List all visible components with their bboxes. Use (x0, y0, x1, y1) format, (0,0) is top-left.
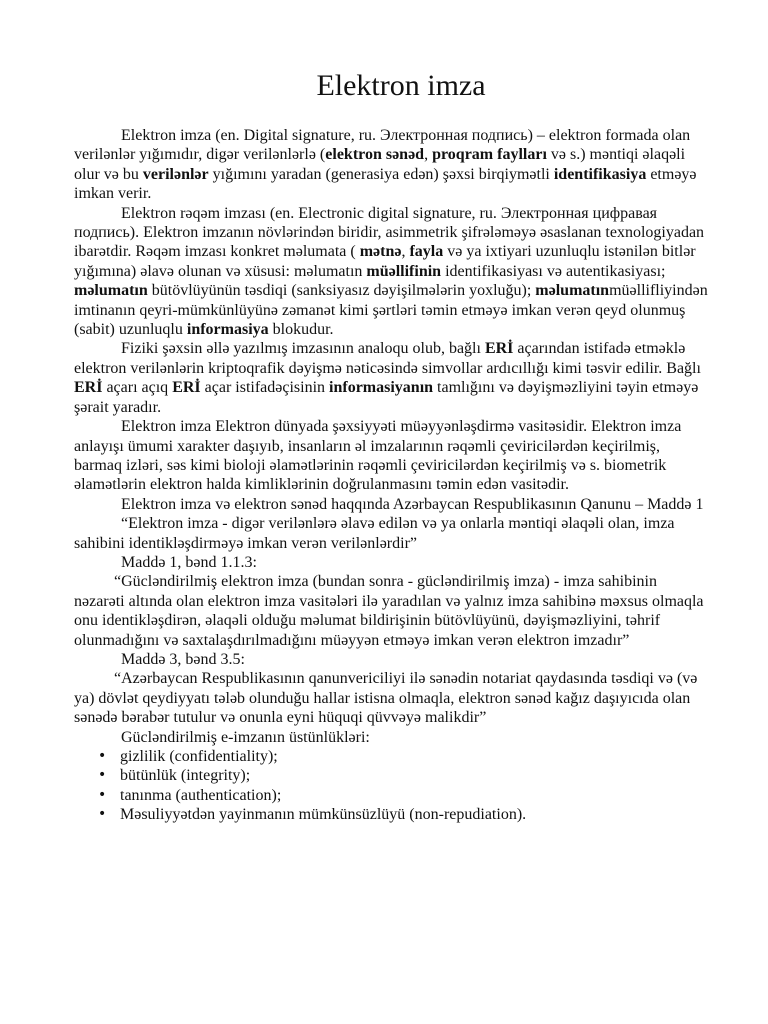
paragraph-law-reference: Elektron imza və elektron sənəd haqqında Azərbaycan Respublikasının Qanunu – Maddə 1 (121, 495, 704, 513)
paragraph-identity-tool: Elektron imza Elektron dünyada şəxsiyyəti müəyyənləşdirmə vasitəsidir. Elektron imza anlayışı ümumi xarakter daşıyıb, insanların əl imzalarının rəqəmli çeviricilərdən keçirilmiş, barmaq izləri, səs kimi bioloji əlamətlərinin rəqəmli çeviricilərdən keçirilmiş və s. biometrik əlamətlərin elektron halda kimliklərinin doğrulanmasını təmin edən vasitədir. (74, 418, 682, 494)
paragraph-eri-key: Fiziki şəxsin əllə yazılmış imzasının analoqu olub, bağlı ERİ açarından istifadə etməklə elektron verilənlərin kriptoqrafik dəyişmə nəticəsində simvollar ardıcıllığı kimi təsvir edilir. Bağlı ERİ açarı açıq ERİ açar istifadəçisinin informasiyanın tamlığını və dəyişməzliyini təyin etməyə şərait yaradır. (74, 340, 701, 416)
bold-term: fayla (409, 243, 444, 261)
bold-term: məlumatın (74, 282, 148, 300)
page-title: Elektron imza (316, 69, 486, 102)
bold-term: ERİ (74, 379, 103, 397)
bold-term: identifikasiya (553, 165, 647, 183)
bold-term: müəllifinin (366, 262, 442, 280)
bold-term: elektron sənəd (325, 146, 425, 164)
paragraph-digital-signature: Elektron rəqəm imzası (en. Electronic digital signature, ru. Электронная цифравая подпись). Elektron imzanın növlərindən biridir, asimmetrik şifrələməyə əsaslanan texnologiyadan ibarətdir. Rəqəm imzası konkret məlumata ( mətnə, fayla və ya ixtiyari uzunluqlu istənilən bitlər yığımına) əlavə olunan və xüsusi: məlumatın müəllifinin identifikasiyası və autentikasiyası; məlumatın bütövlüyünün təsdiqi (sanksiyasız dəyişilmələrin yoxluğu); məlumatınmüəllifliyindən imtinanın qeyri-mümkünlüyünə zəmanət kimi şərtləri təmin etməyə imkan verən qeyd olunmuş (sabit) uzunluqlu informasiya blokudur. (74, 204, 708, 339)
list-item: • tanınma (authentication); (74, 786, 708, 805)
quote-article-1: “Elektron imza - digər verilənlərə əlavə edilən və ya onlarla məntiqi əlaqəli olan, imza sahibini identikləşdirməyə imkan verən verilənlərdir” (74, 515, 675, 552)
quote-enhanced-signature: “Gücləndirilmiş elektron imza (bundan sonra - gücləndirilmiş imza) - imza sahibinin nəzarəti altında olan elektron imza vasitələri ilə yaradılan və yalnız imza sahibinə məxsus olmaqla onu identikləşdirən, əlaqəli olduğu məlumat bildirişinin bütövlüyünü, dəyişməzliyini, təhrif olunmadığını və saxtalaşdırılmadığını müəyyən etməyə imkan verən elektron imzadır” (74, 573, 704, 649)
list-item: • Məsuliyyətdən yayinmanın mümkünsüzlüyü (non-repudiation). (74, 805, 708, 824)
bold-term: informasiya (186, 321, 269, 339)
paragraph-definition: Elektron imza (en. Digital signature, ru. Электронная подпись) – elektron formada olan verilənlər yığımıdır, digər verilənlərlə (elektron sənəd, proqram faylları və s.) məntiqi əlaqəli olur və bu verilənlər yığımını yaradan (generasiya edən) şəxsi birqiymətli identifikasiya etməyə imkan verir. (74, 127, 697, 203)
bold-term: ERİ (172, 379, 201, 397)
paragraph-article-1-clause: Maddə 1, bənd 1.1.3: (121, 553, 257, 571)
bold-term: informasiyanın (329, 379, 434, 397)
advantages-list (74, 747, 708, 825)
quote-article-3: “Azərbaycan Respublikasının qanunvericiliyi ilə sənədin notariat qaydasında təsdiqi və (və ya) dövlət qeydiyyatı tələb olunduğu hallar istisna olmaqla, elektron sənəd kağız daşıyıcıda olan sənədə bərabər tutulur və onunla eyni hüquqi qüvvəyə malikdir” (74, 670, 698, 727)
paragraph-article-3-clause: Maddə 3, bənd 3.5: (121, 650, 245, 668)
list-item: • gizlilik (confidentiality); (74, 747, 708, 766)
bold-term: verilənlər (142, 165, 209, 183)
bold-term: ERİ (484, 340, 514, 358)
list-item: • bütünlük (integrity); (74, 766, 708, 785)
bold-term: mətnə (359, 243, 402, 261)
bold-term: məlumatın (535, 282, 610, 300)
document-body (74, 126, 708, 825)
bold-term: proqram faylları (432, 146, 547, 164)
paragraph-advantages-heading: Gücləndirilmiş e-imzanın üstünlükləri: (121, 728, 370, 746)
